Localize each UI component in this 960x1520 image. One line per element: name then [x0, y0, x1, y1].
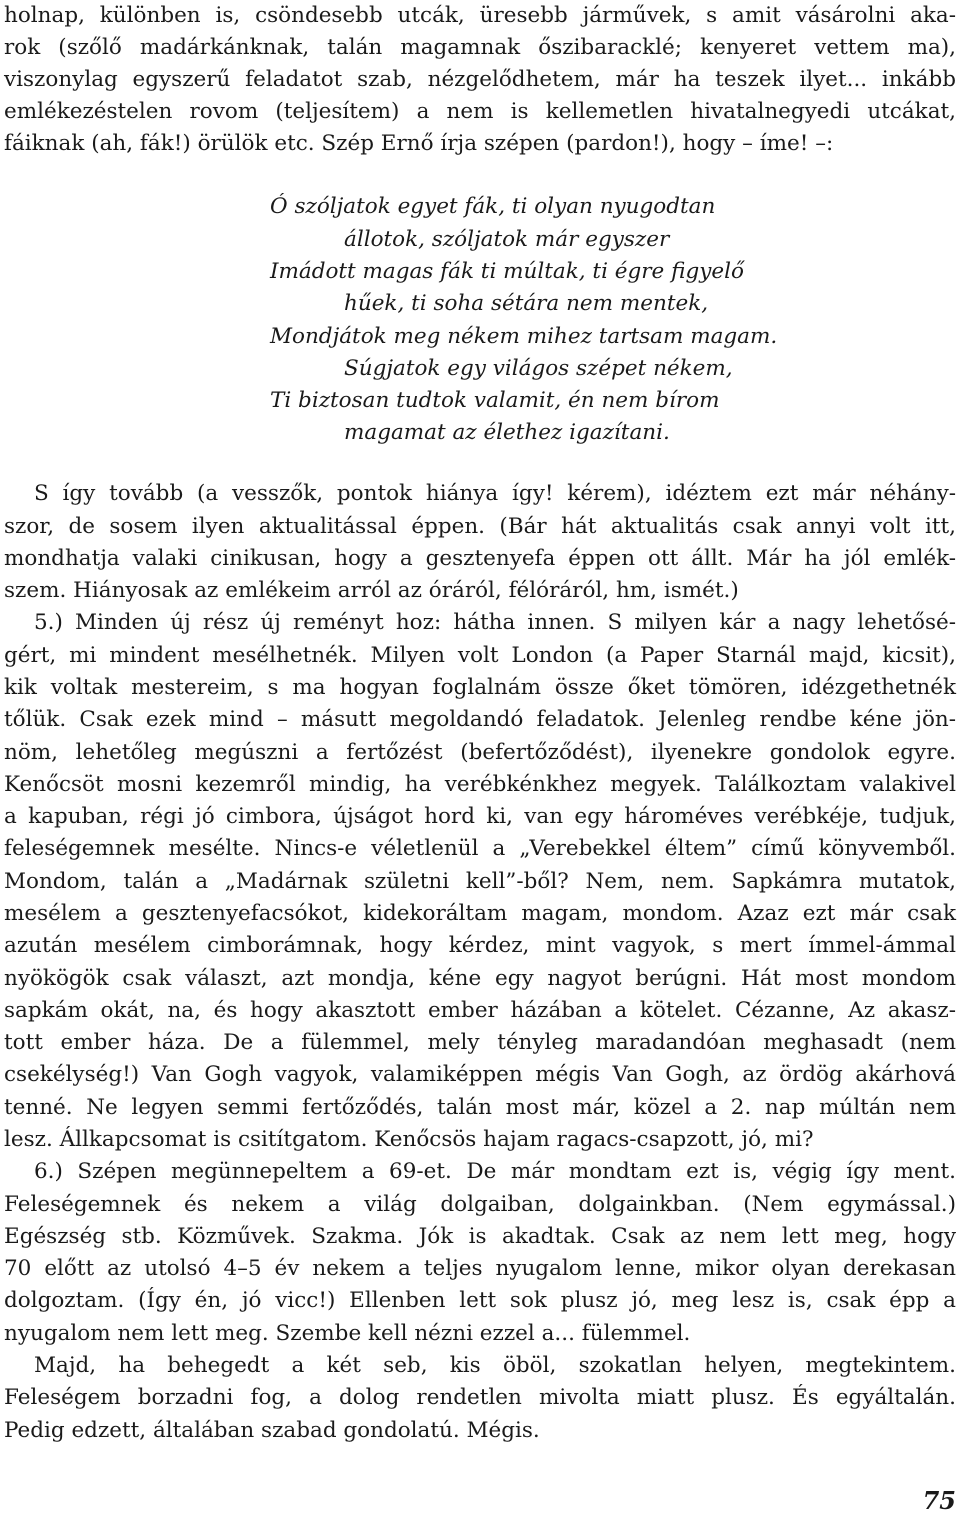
text-line: sapkám okát, na, és hogy akasztott ember házában a kötelet. Cézanne, Az akasz-	[4, 998, 956, 1023]
text-line: dolgoztam. (Így én, jó vicc!) Ellenben lett sok plusz jó, meg lesz is, csak épp a	[4, 1288, 956, 1313]
text-line: Mondom, talán a „Madárnak születni kell”-ből? Nem, nem. Sapkámra mutatok,	[4, 869, 956, 894]
text-line: Egészség stb. Közművek. Szakma. Jók is akadtak. Csak az nem lett meg, hogy	[4, 1224, 956, 1249]
text-line: 70 előtt az utolsó 4–5 év nekem a teljes nyugalom lenne, mikor olyan derekasan	[4, 1256, 956, 1281]
text-line: Feleségem borzadni fog, a dolog rendetlen mivolta miatt plusz. És egyáltalán.	[4, 1385, 956, 1410]
text-line: nyökögök csak választ, azt mondja, kéne egy nagyot berúgni. Hát most mondom	[4, 966, 956, 991]
poem-line: hűek, ti soha sétára nem mentek,	[344, 291, 709, 316]
poem-line: Ti biztosan tudtok valamit, én nem bírom	[270, 388, 720, 413]
text-line: 5.) Minden új rész új reményt hoz: hátha innen. S milyen kár a nagy lehetősé-	[34, 610, 956, 635]
text-line: mondhatja valaki cinikusan, hogy a gesztenyefa éppen ott állt. Már ha jól emlék-	[4, 546, 956, 571]
text-line: azután mesélem cimborámnak, hogy kérdez, mint vagyok, s mert ímmel-ámmal	[4, 933, 956, 958]
poem-line: magamat az élethez igazítani.	[344, 420, 670, 445]
text-line: a kapuban, régi jó cimbora, újságot hord ki, van egy hároméves verébkéje, tudjuk,	[4, 804, 956, 829]
text-line: gért, mi mindent mesélhetnék. Milyen volt London (a Paper Starnál majd, kicsit),	[4, 643, 956, 668]
poem-line: Súgjatok egy világos szépet nékem,	[344, 356, 733, 381]
text-line: feleségemnek mesélte. Nincs-e véletlenül a „Verebekkel éltem” című könyvemből.	[4, 836, 956, 861]
text-line: csekélység!) Van Gogh vagyok, valamiképpen mégis Van Gogh, az ördög akárhová	[4, 1062, 956, 1087]
text-line: emlékezéstelen rovom (teljesítem) a nem is kellemetlen hivatalnegyedi utcákat,	[4, 99, 956, 124]
text-line: kik voltak mestereim, s ma hogyan foglalnám össze őket tömören, idézgethetnék	[4, 675, 956, 700]
text-line: Feleségemnek és nekem a világ dolgaiban, dolgainkban. (Nem egymással.)	[4, 1192, 956, 1217]
text-line: szem. Hiányosak az emlékeim arról az óráról, félóráról, hm, ismét.)	[4, 578, 739, 603]
text-line: tenné. Ne legyen semmi fertőződés, talán most már, közel a 2. nap múltán nem	[4, 1095, 956, 1120]
page-number: 75	[922, 1486, 956, 1515]
text-line: 6.) Szépen megünnepeltem a 69-et. De már mondtam ezt is, végig így ment.	[34, 1159, 956, 1184]
text-line: nyugalom nem lett meg. Szembe kell nézni ezzel a... fülemmel.	[4, 1321, 691, 1346]
text-line: tőlük. Csak ezek mind – másutt megoldandó feladatok. Jelenleg rendbe kéne jön-	[4, 707, 956, 732]
poem-line: Ó szóljatok egyet fák, ti olyan nyugodtan	[270, 194, 716, 219]
text-line: viszonylag egyszerű feladatot szab, nézgelődhetem, már ha teszek ilyet... inkább	[4, 67, 956, 92]
text-line: tott ember háza. De a fülemmel, mely tényleg maradandóan meghasadt (nem	[4, 1030, 956, 1055]
text-line: szor, de sosem ilyen aktualitással éppen. (Bár hát aktualitás csak annyi volt itt,	[4, 514, 956, 539]
poem-line: Imádott magas fák ti múltak, ti égre figyelő	[270, 259, 744, 284]
text-line: nöm, lehetőleg megúszni a fertőzést (befertőződést), ilyenekre gondolok egyre.	[4, 740, 956, 765]
text-line: Kenőcsöt mosni kezemről mindig, ha verébkénkhez megyek. Találkoztam valakivel	[4, 772, 956, 797]
text-line: holnap, különben is, csöndesebb utcák, üresebb járművek, s amit vásárolni aka-	[4, 3, 956, 28]
text-line: mesélem a gesztenyefacsókot, kidekoráltam magam, mondom. Azaz ezt már csak	[4, 901, 956, 926]
text-line: S így tovább (a vesszők, pontok hiánya így! kérem), idéztem ezt már néhány-	[34, 481, 956, 506]
poem-line: Mondjátok meg nékem mihez tartsam magam.	[270, 324, 778, 349]
text-line: Pedig edzett, általában szabad gondolatú. Mégis.	[4, 1418, 540, 1443]
text-line: lesz. Állkapcsomat is csitítgatom. Kenőcsös hajam ragacs-csapzott, jó, mi?	[4, 1127, 814, 1152]
text-line: Majd, ha behegedt a két seb, kis öböl, szokatlan helyen, megtekintem.	[34, 1353, 956, 1378]
text-line: rok (szőlő madárkánknak, talán magamnak őszibaracklé; kenyeret vettem ma),	[4, 35, 956, 60]
poem-line: állotok, szóljatok már egyszer	[344, 227, 670, 252]
text-line: fáiknak (ah, fák!) örülök etc. Szép Ernő írja szépen (pardon!), hogy – íme! –:	[4, 131, 834, 156]
